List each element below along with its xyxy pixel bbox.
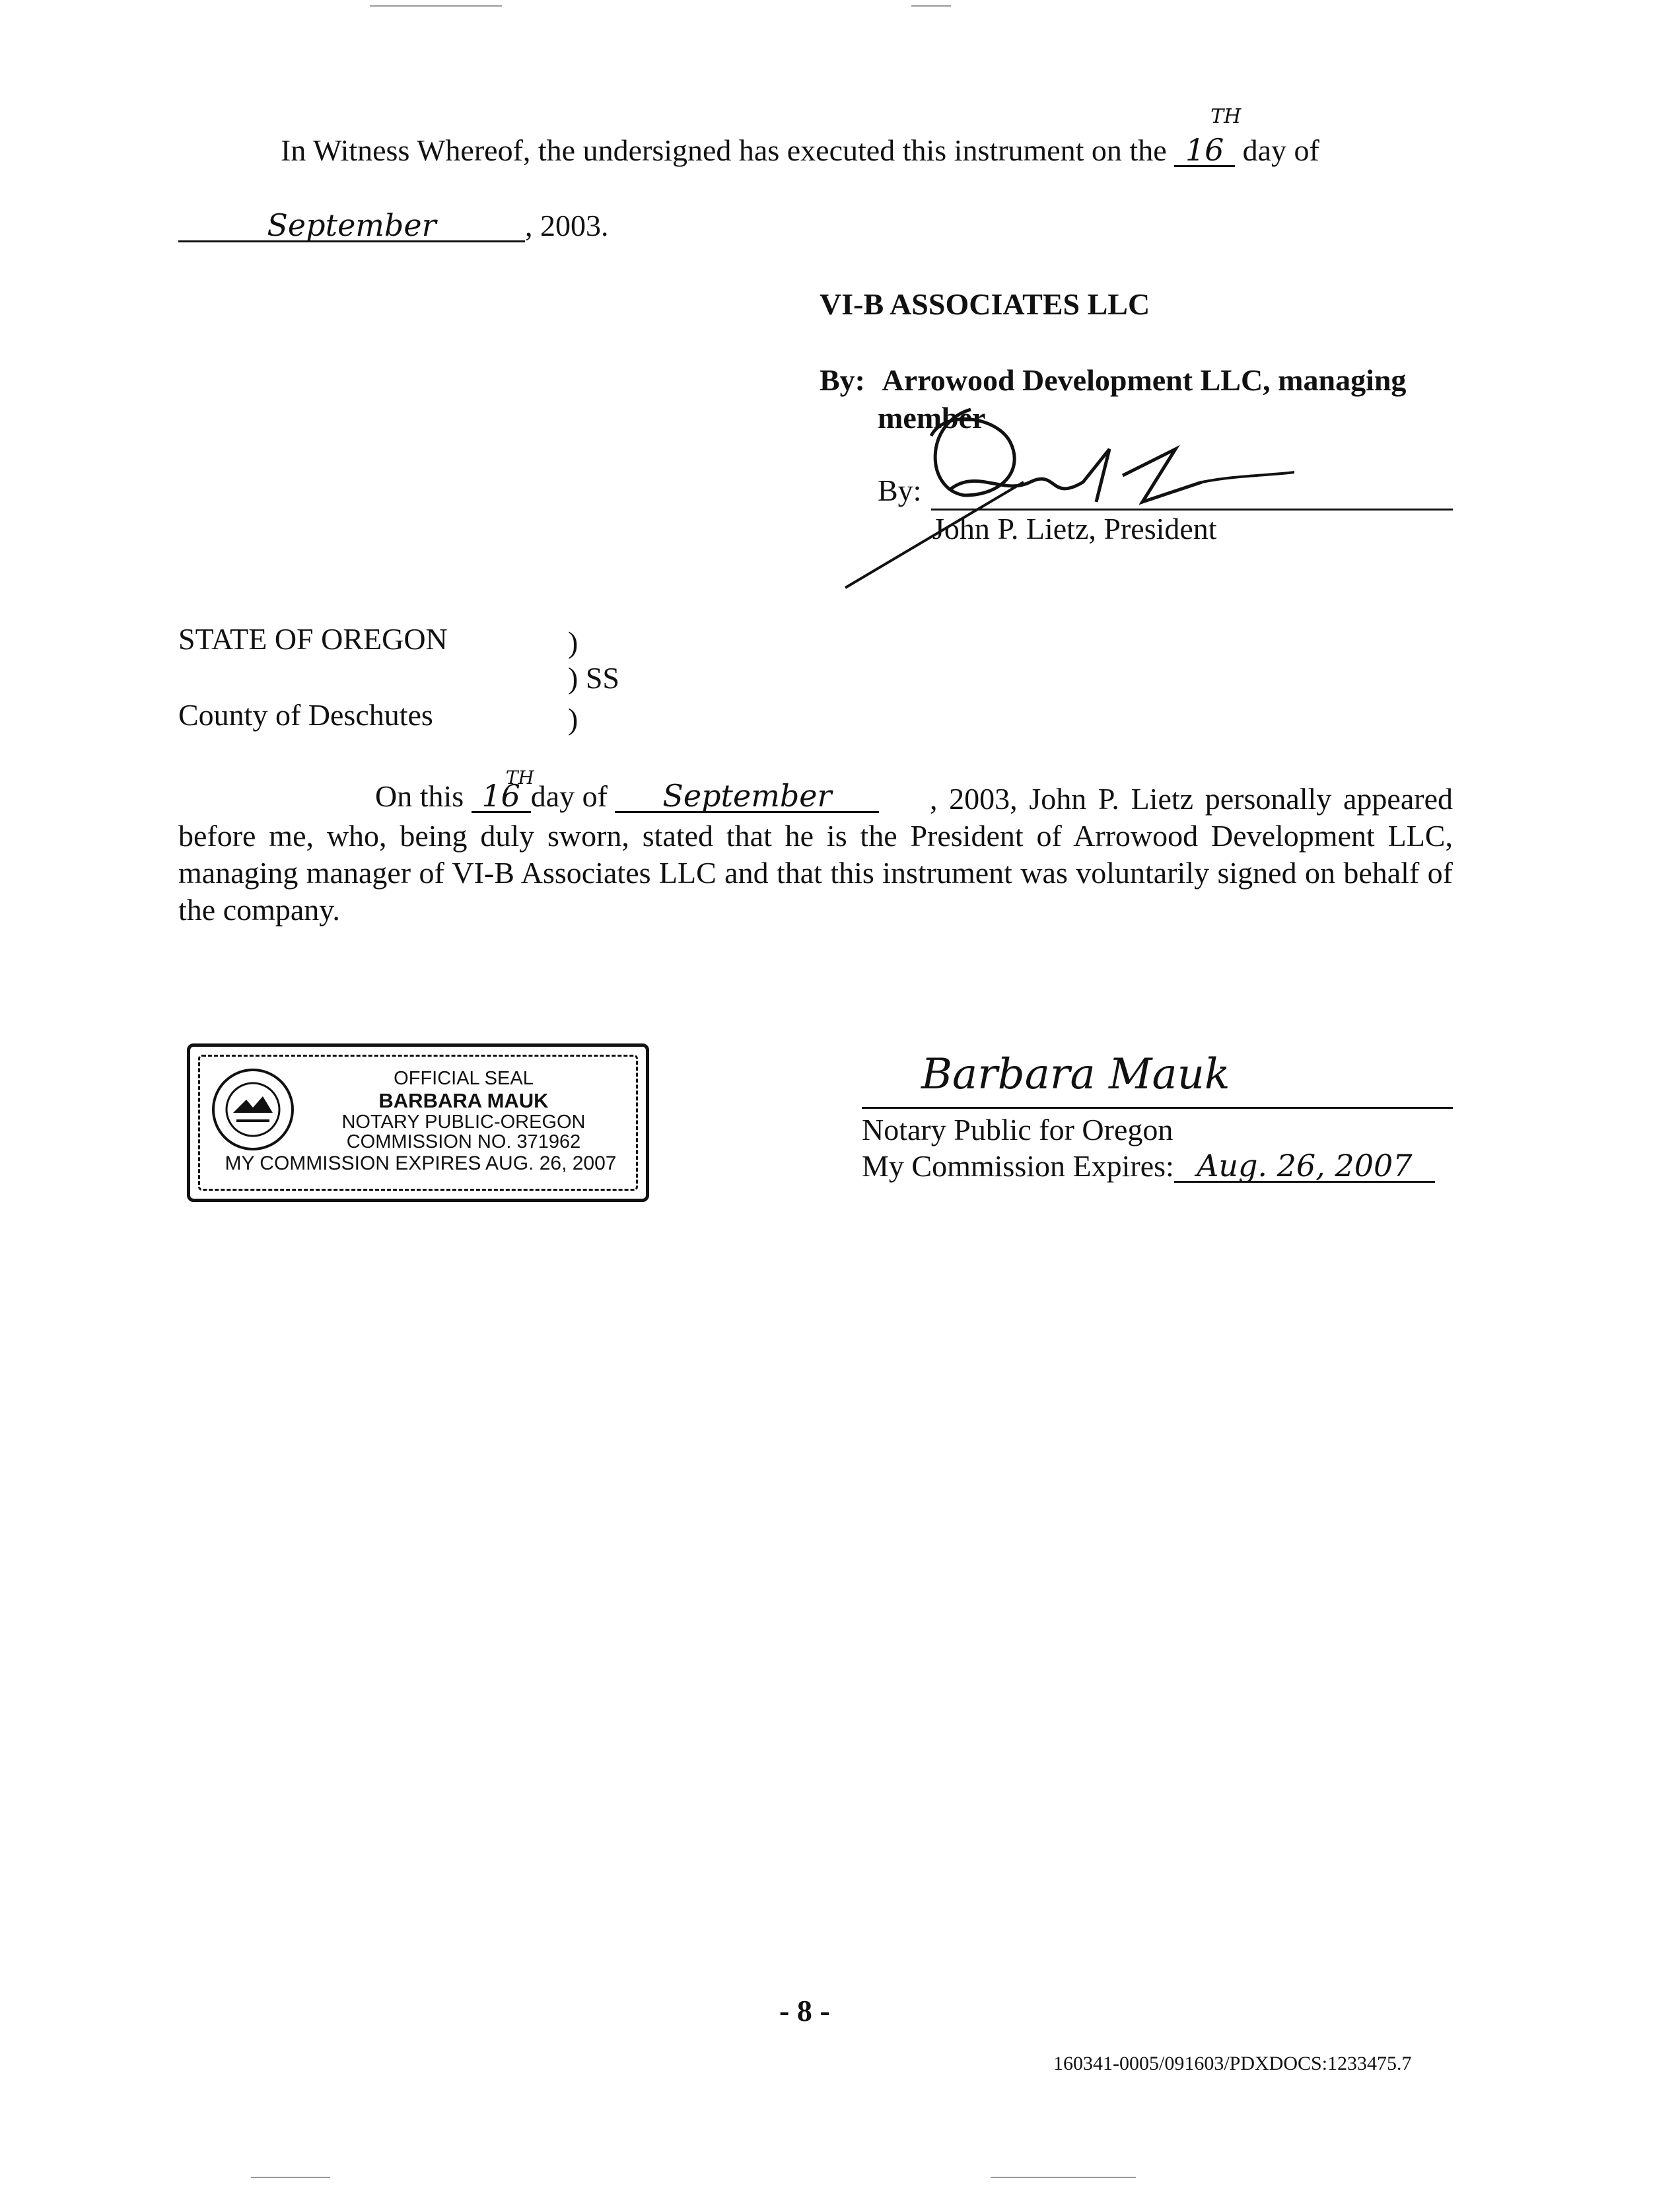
scan-artifact-bottom (251, 2177, 330, 2178)
document-id: 160341-0005/091603/PDXDOCS:1233475.7 (1053, 2053, 1412, 2074)
signer-signature (832, 396, 1294, 594)
witness-date-line (178, 207, 609, 243)
notary-signature: Barbara Mauk (921, 1050, 1230, 1099)
company-by-line (820, 365, 1406, 396)
venue-paren-3: ) (568, 702, 578, 736)
witness-day-handwritten: 16 (1185, 132, 1224, 168)
ack-on-this: On this (375, 779, 464, 813)
notary-signature-line (862, 1107, 1453, 1109)
ack-body-text: , 2003, John P. Lietz personally appeared before me, who, being duly sworn, stated that he is the President of Arrowood Development LLC, managing manager of VI-B Associates LLC and that this instrument was voluntarily signed on behalf of the company. (178, 782, 1453, 927)
witness-year: , 2003. (525, 209, 609, 242)
ack-day-of: day of (530, 779, 608, 813)
notary-title: Notary Public for Oregon (862, 1113, 1173, 1146)
ack-month-field: September (615, 781, 879, 813)
signer-by-label: By: (878, 474, 922, 507)
venue-state: STATE OF OREGON (178, 622, 448, 656)
seal-line-notary: NOTARY PUBLIC-OREGON (341, 1111, 586, 1133)
official-seal-stamp (187, 1043, 649, 1202)
company-name: VI-B ASSOCIATES LLC (820, 287, 1150, 321)
company-by-label: By: (820, 363, 865, 397)
scan-artifact-bottom (991, 2177, 1136, 2178)
venue-ss: ) SS (568, 661, 619, 695)
witness-day-of: day of (1242, 133, 1319, 167)
scan-artifact-top (370, 5, 502, 7)
ack-day-suffix: TH (505, 767, 534, 789)
seal-line-commission: COMMISSION NO. 371962 (346, 1131, 581, 1152)
witness-text: In Witness Whereof, the undersigned has executed this instrument on the (281, 133, 1167, 167)
acknowledgment-body (178, 781, 1453, 929)
seal-line-official: OFFICIAL SEAL (394, 1068, 534, 1089)
notary-expires-handwritten: Aug. 26, 2007 (1174, 1150, 1435, 1183)
company-by-entity: Arrowood Development LLC, managing (882, 363, 1407, 397)
witness-day-field (1174, 105, 1242, 168)
notary-expires-line (862, 1150, 1435, 1183)
seal-line-expires: MY COMMISSION EXPIRES AUG. 26, 2007 (225, 1152, 617, 1174)
seal-line-name: BARBARA MAUK (378, 1089, 549, 1112)
venue-paren-1: ) (568, 625, 578, 659)
scan-artifact-top (911, 5, 951, 7)
witness-line (281, 105, 1319, 168)
oregon-state-seal-emblem (210, 1067, 296, 1152)
notary-expires-label: My Commission Expires: (862, 1149, 1174, 1183)
signer-name: John P. Lietz, President (932, 512, 1217, 546)
company-by-entity-line2: member (878, 401, 986, 435)
ack-day-handwritten: 16 (481, 778, 520, 814)
page-number: - 8 - (779, 1994, 830, 2027)
witness-day-suffix: TH (1210, 105, 1242, 128)
witness-month-field: September (178, 210, 525, 242)
venue-county: County of Deschutes (178, 698, 433, 732)
